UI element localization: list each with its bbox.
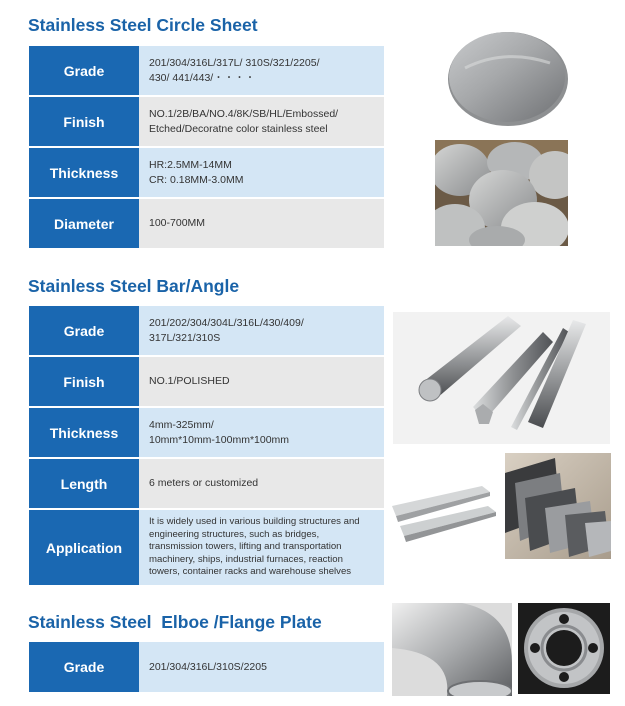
table-row xyxy=(29,306,384,355)
table-row xyxy=(29,148,384,197)
elbow-spec-table xyxy=(29,642,384,694)
circle-stack-photo xyxy=(435,140,568,246)
bar-spec-table xyxy=(29,306,384,587)
grade-value: 201/202/304/304L/316L/430/409/ 317L/321/310S xyxy=(149,316,304,344)
table-row xyxy=(29,357,384,406)
diameter-value: 100-700MM xyxy=(149,217,206,229)
grade-label: Grade xyxy=(29,642,139,692)
grade-label: Grade xyxy=(29,306,139,355)
circle-sheet-title: Stainless Steel Circle Sheet xyxy=(28,15,258,35)
elbow-photo xyxy=(392,603,512,696)
table-row xyxy=(29,97,384,146)
application-value: It is widely used in various building structures and engineering structures, such as bridges, transmission towers, lifting and transportation machinery, ships, industrial furnaces, reaction towers, container racks and warehouse shelves xyxy=(149,516,360,578)
thickness-label: Thickness xyxy=(29,148,139,197)
thickness-value: HR:2.5MM-14MM CR: 0.18MM-3.0MM xyxy=(149,158,244,186)
length-value: 6 meters or customized xyxy=(149,477,259,489)
finish-value: NO.1/POLISHED xyxy=(149,375,230,387)
elbow-flange-title: Stainless Steel Elboe /Flange Plate xyxy=(28,612,322,632)
table-row xyxy=(29,459,384,508)
finish-value: NO.1/2B/BA/NO.4/8K/SB/HL/Embossed/ Etched/Decoratne color stainless steel xyxy=(149,107,339,135)
flat-bar-photo xyxy=(390,470,498,552)
table-row xyxy=(29,510,384,585)
steel-bars-photo xyxy=(393,312,610,444)
circle-disc-photo xyxy=(445,28,571,130)
thickness-value: 4mm-325mm/ 10mm*10mm-100mm*100mm xyxy=(149,418,290,446)
grade-value: 201/304/316L/317L/ 310S/321/2205/ 430/ 441/443/・・・・ xyxy=(149,56,320,84)
diameter-label: Diameter xyxy=(29,199,139,248)
angle-steel-photo xyxy=(505,453,611,559)
finish-label: Finish xyxy=(29,357,139,406)
application-label: Application xyxy=(29,510,139,585)
table-row xyxy=(29,46,384,95)
table-row xyxy=(29,408,384,457)
thickness-label: Thickness xyxy=(29,408,139,457)
grade-value: 201/304/316L/310S/2205 xyxy=(149,660,267,673)
finish-label: Finish xyxy=(29,97,139,146)
grade-label: Grade xyxy=(29,46,139,95)
length-label: Length xyxy=(29,459,139,508)
circle-spec-table xyxy=(29,46,384,250)
table-row xyxy=(29,199,384,248)
table-row xyxy=(29,642,384,692)
bar-angle-title: Stainless Steel Bar/Angle xyxy=(28,276,240,296)
flange-photo xyxy=(518,603,610,694)
